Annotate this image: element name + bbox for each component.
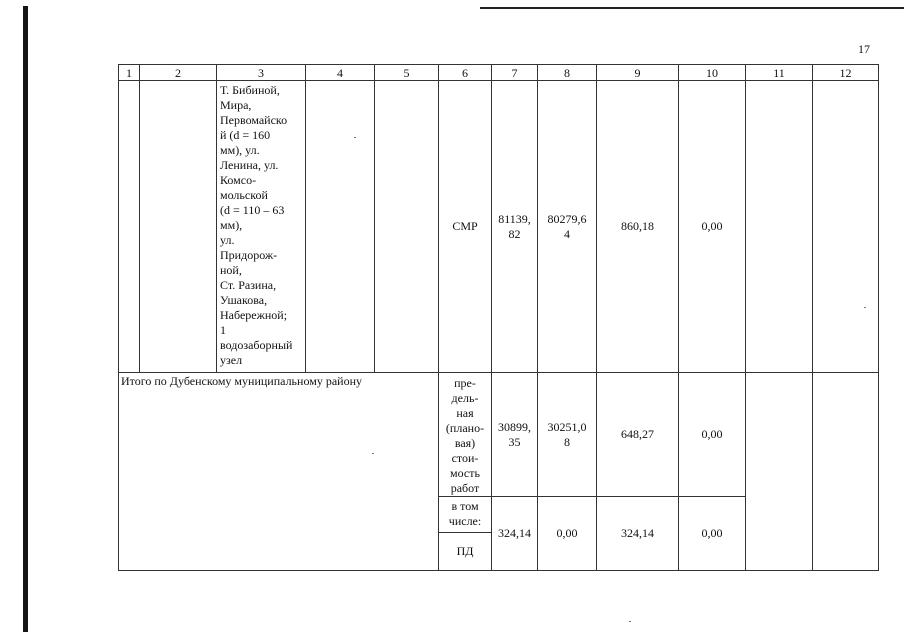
- col-header: 12: [813, 65, 879, 81]
- top-rule: [480, 7, 904, 9]
- total-col10: 0,00: [679, 373, 746, 497]
- pd-col7: 324,14: [492, 497, 538, 571]
- column-numbers-row: [119, 65, 879, 81]
- address-cell: Т. Бибиной, Мира, Первомайско й (d = 160 мм), ул. Ленина, ул. Комсо- мольской (d = 110 – 63 мм), ул. Придорож- ной, Ст. Разина, Ушакова, Набережной; 1 водозаборный узел: [217, 81, 306, 373]
- total-col7: 30899, 35: [492, 373, 538, 497]
- value-cell-col8: 80279,6 4: [538, 81, 597, 373]
- cell-empty: [746, 373, 813, 571]
- col-header: 9: [597, 65, 679, 81]
- pd-col10: 0,00: [679, 497, 746, 571]
- value-cell-col9: 860,18: [597, 81, 679, 373]
- total-col9: 648,27: [597, 373, 679, 497]
- scan-speck: [629, 621, 631, 622]
- total-col8: 30251,0 8: [538, 373, 597, 497]
- cell-empty: [813, 81, 879, 373]
- cell-empty: [306, 81, 375, 373]
- pd-label: ПД: [439, 533, 492, 571]
- page-number: 17: [858, 42, 870, 56]
- pd-col8: 0,00: [538, 497, 597, 571]
- value-cell-col7: 81139, 82: [492, 81, 538, 373]
- col-header: 5: [375, 65, 439, 81]
- work-type-cell: СМР: [439, 81, 492, 373]
- value-cell-col10: 0,00: [679, 81, 746, 373]
- col-header: 10: [679, 65, 746, 81]
- scan-edge-bar: [23, 6, 28, 632]
- cost-type-cell: пре- дель- ная (плано- вая) стои- мость работ: [439, 373, 492, 497]
- col-header: 4: [306, 65, 375, 81]
- total-row: [119, 373, 879, 497]
- data-table: [118, 64, 879, 571]
- col-header: 1: [119, 65, 140, 81]
- total-label: Итого по Дубенскому муниципальному району: [119, 373, 439, 571]
- cell-empty: [119, 81, 140, 373]
- col-header: 2: [140, 65, 217, 81]
- col-header: 6: [439, 65, 492, 81]
- col-header: 11: [746, 65, 813, 81]
- cell-empty: [140, 81, 217, 373]
- cell-empty: [813, 373, 879, 571]
- cell-empty: [375, 81, 439, 373]
- col-header: 3: [217, 65, 306, 81]
- col-header: 8: [538, 65, 597, 81]
- pd-col9: 324,14: [597, 497, 679, 571]
- including-label: в том числе:: [439, 497, 492, 533]
- cell-empty: [746, 81, 813, 373]
- col-header: 7: [492, 65, 538, 81]
- object-row: [119, 81, 879, 373]
